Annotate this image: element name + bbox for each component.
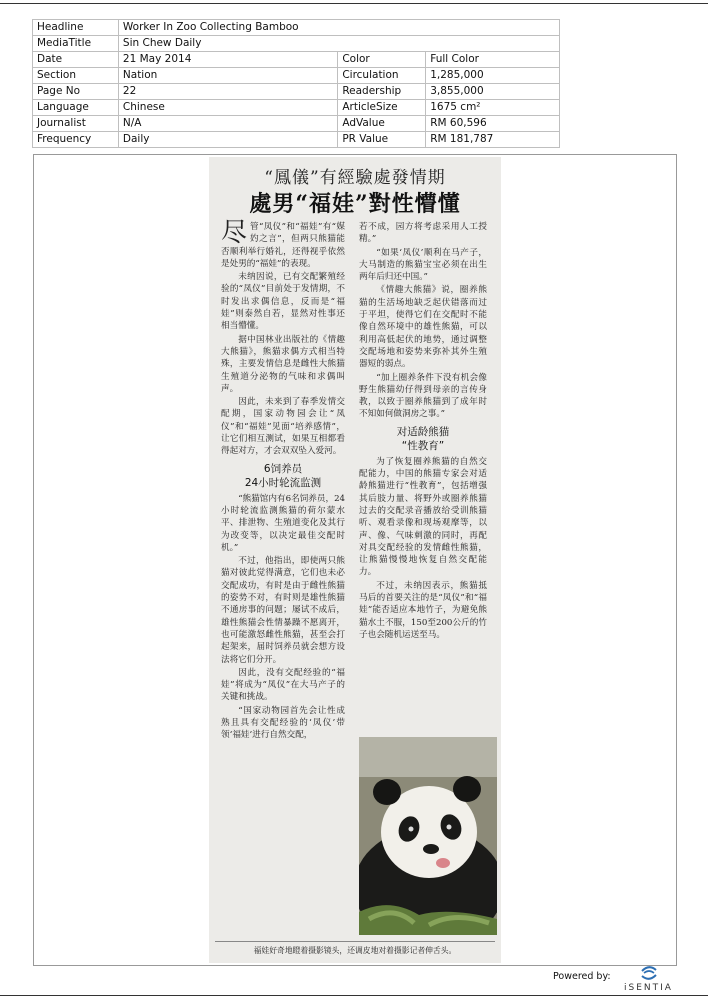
subheading-education: 对适龄熊猫 “性教育” (396, 425, 450, 452)
subheading-keepers: 6饲养员 24小时轮流监测 (244, 462, 322, 489)
meta-label: Section (33, 68, 119, 84)
clipping-frame (33, 154, 677, 966)
meta-label: Page No (33, 84, 119, 100)
meta-label: Language (33, 100, 119, 116)
newspaper-clipping (209, 157, 501, 963)
article-paragraph: 不过，未纳因表示，熊猫抵马后的首要关注的是“凤仪”和“福娃”能否适应本地竹子，为避免熊猫水土不服，150至200公斤的竹子也会随机运送至马。 (359, 580, 487, 640)
article-paragraph: “加上圈养条件下没有机会像野生熊猫幼仔得到母亲的言传身教，以致于圈养熊猫到了成年时不知如何做洞房之事。” (359, 372, 487, 420)
meta-value-advalue: RM 60,596 (426, 116, 560, 132)
meta-label: Journalist (33, 116, 119, 132)
article-paragraph: 若不成，园方将考虑采用人工授精。” (359, 222, 487, 245)
meta-label: MediaTitle (33, 36, 119, 52)
meta-value-circulation: 1,285,000 (426, 68, 560, 84)
meta-value-media: Sin Chew Daily (118, 36, 559, 52)
article-paragraph: 据中国林业出版社的《情趣大熊猫》，熊猫求偶方式相当特殊，主要发情信息是雌性大熊猫生殖道分泌物的气味和求偶叫声。 (221, 334, 345, 394)
panda-photo (359, 737, 497, 935)
article-paragraph: “如果‘凤仪’顺利在马产子，大马制造的熊猫宝宝必须在出生两年后归还中国。” (359, 247, 487, 283)
meta-label: Date (33, 52, 119, 68)
metadata-table (32, 19, 560, 148)
article-headline: 處男“福娃”對性懵懂 (249, 191, 461, 217)
meta-row-frequency (33, 132, 560, 148)
meta-value-articlesize: 1675 cm² (426, 100, 560, 116)
article-paragraph: 《情趣大熊猫》说，圈养熊猫的生活场地缺乏起伏错落而过于平坦，使得它们在交配时不能像自然环境中的雄性熊猫，可以利用高低起伏的地势，通过调整交配场地和姿势来弥补其外生殖器短的弱点。 (359, 285, 487, 370)
article-paragraph: 尽管“凤仪”和“福娃”有“媒妁之言”，但两只熊猫能否顺利举行婚礼，还得视乎依然是处男的“福娃”的表现。 (221, 218, 345, 269)
meta-label: Headline (33, 20, 119, 36)
meta-label: AdValue (338, 116, 426, 132)
meta-value-frequency: Daily (118, 132, 337, 148)
top-rule (0, 3, 708, 4)
powered-by-label: Powered by: (553, 971, 611, 982)
isentia-logo-icon (638, 965, 660, 981)
meta-row-headline (33, 20, 560, 36)
meta-value-page: 22 (118, 84, 337, 100)
article-paragraph: 因此，未来到了春季发情交配期，国家动物园会让“凤仪”和“福娃”见面“培养感情”，让它们相互测试，如果互相都看得起对方，才会双双坠入爱河。 (221, 397, 345, 457)
meta-row-language (33, 100, 560, 116)
meta-label: Frequency (33, 132, 119, 148)
meta-label: ArticleSize (338, 100, 426, 116)
meta-value-readership: 3,855,000 (426, 84, 560, 100)
meta-label: PR Value (338, 132, 426, 148)
meta-row-media (33, 36, 560, 52)
article-paragraph: 因此，没有交配经验的“福娃”将成为“凤仪”在大马产子的关键和挑战。 (221, 667, 345, 703)
photo-caption: 福娃好奇地瞪着摄影镜头，还调皮地对着摄影记者伸舌头。 (215, 941, 495, 956)
meta-row-date (33, 52, 560, 68)
meta-value-color: Full Color (426, 52, 560, 68)
drop-cap: 尽 (221, 218, 248, 248)
article-column-left (221, 218, 345, 743)
meta-row-page (33, 84, 560, 100)
meta-value-headline: Worker In Zoo Collecting Bamboo (118, 20, 559, 36)
meta-value-language: Chinese (118, 100, 337, 116)
meta-value-prvalue: RM 181,787 (426, 132, 560, 148)
article-paragraph: “国家动物园首先会让性成熟且具有交配经验的‘凤仪’带领‘福娃’进行自然交配， (221, 705, 345, 741)
meta-label: Readership (338, 84, 426, 100)
meta-value-section: Nation (118, 68, 337, 84)
panda-icon (359, 737, 497, 935)
meta-label: Circulation (338, 68, 426, 84)
meta-row-section (33, 68, 560, 84)
bottom-rule (0, 995, 708, 996)
meta-label: Color (338, 52, 426, 68)
article-column-right (359, 221, 487, 642)
article-kicker: “鳳儀”有經驗處發情期 (264, 168, 446, 188)
brand-name: iSENTIA (624, 983, 673, 993)
meta-row-journalist (33, 116, 560, 132)
meta-value-journalist: N/A (118, 116, 337, 132)
article-paragraph: 未纳因说，已有交配繁殖经验的“凤仪”目前处于发情期，不时发出求偶信息，反而是“福娃”则泰然自若，显然对性事还相当懵懂。 (221, 272, 345, 332)
meta-value-date: 21 May 2014 (118, 52, 337, 68)
article-paragraph: 为了恢复圈养熊猫的自然交配能力，中国的熊猫专家会对适龄熊猫进行“性教育”，包括增强其后肢力量、将野外或圈养熊猫过去的交配录音播放给受训熊猫听、观看录像和现场观摩等，以声、像、气味刺激的同时，再配对具交配经验的发情雌性熊猫，让熊猫慢慢地恢复自然交配能力。 (359, 456, 487, 578)
article-paragraph: “熊猫馆内有6名饲养员，24小时轮流监测熊猫的荷尔蒙水平、排泄物、生殖道变化及其行为改变等，以决定最佳交配时机。” (221, 493, 345, 553)
article-paragraph: 不过，他指出，即使两只熊猫对彼此觉得满意，它们也未必交配成功，有时是由于雌性熊猫的姿势不对，有时则是雄性熊猫不通房事的问题；屡试不成后，雄性熊猫会性情暴躁不愿离开，也可能激怒雌性熊猫，甚至会打起架来，届时饲养员就会想方设法将它们分开。 (221, 556, 345, 665)
